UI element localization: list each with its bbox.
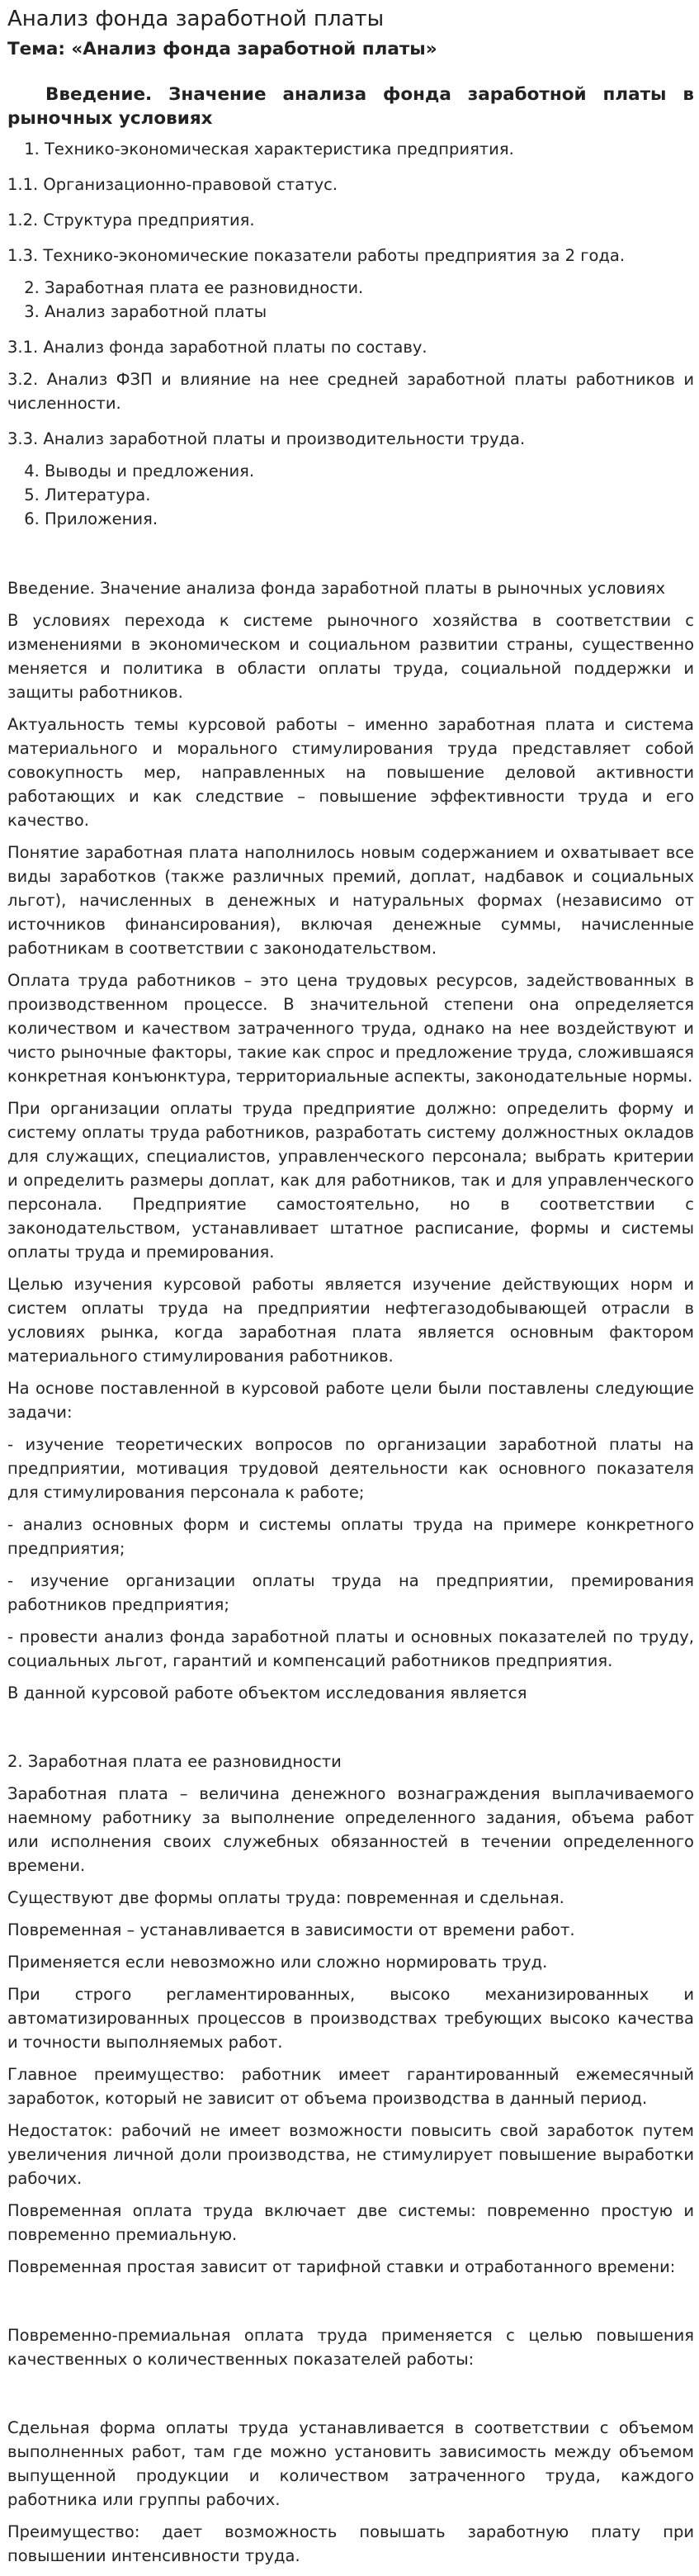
paragraph: Существуют две формы оплаты труда: повременная и сдельная. [7,1888,564,1907]
section-2-title: 2. Заработная плата ее разновидности [7,1752,342,1771]
toc-intro-heading: Введение. Значение анализа фонда заработной платы в рыночных условиях [7,84,694,129]
paragraph: Недостаток: рабочий не имеет возможности повысить свой заработок путем увеличения личной доли производства, не стимулирует повышение выработки рабочих. [7,2121,694,2188]
task-item: - изучение организации оплаты труда на предприятии, премирования работников предприятия; [7,1571,694,1614]
task-item: - анализ основных форм и системы оплаты труда на примере конкретного предприятия; [7,1515,694,1558]
toc-sub-1-3: 1.3. Технико-экономические показатели работы предприятия за 2 года. [7,246,626,265]
toc-item-5: 5. Литература. [45,483,694,507]
document-title: Анализ фонда заработной платы [7,7,385,31]
paragraph: В данной курсовой работе объектом исследования является [7,1683,527,1702]
intro-title: Введение. Значение анализа фонда заработной платы в рыночных условиях [7,579,666,598]
task-item: - провести анализ фонда заработной платы и основных показателей по труду, социальных льгот, гарантий и компенсаций работников предприятия. [7,1627,694,1670]
paragraph: При организации оплаты труда предприятие должно: определить форму и систему оплаты труда работников, разработать систему должностных окладов для служащих, специалистов, управленческого персонала; выбрать критерии и определить размеры доплат, как для работников, так и для управленческого персонала. Предприятие самостоятельно, но в соответствии с законодательством, устанавливает штатное расписание, формы и системы оплаты труда и премирования. [7,1099,694,1262]
toc-sub-3-2: 3.2. Анализ ФЗП и влияние на нее средней заработной платы работников и численности. [7,370,694,413]
toc-list-1 [7,137,694,161]
paragraph: Главное преимущество: работник имеет гарантированный ежемесячный заработок, который не зависит от объема производства в данный период. [7,2065,694,2108]
paragraph: Целью изучения курсовой работы является изучение действующих норм и систем оплаты труда на предприятии нефтегазодобывающей отрасли в условиях рынка, когда заработная плата является основным фактором материального стимулирования работников. [7,1275,694,1366]
paragraph: В условиях перехода к системе рыночного хозяйства в соответствии с изменениями в экономическом и социальном развитии страны, существенно меняется и политика в области оплаты труда, социальной поддержки и защиты работников. [7,611,694,702]
toc-item-4: 4. Выводы и предложения. [45,459,694,483]
toc-sub-3-1: 3.1. Анализ фонда заработной платы по составу. [7,338,427,357]
toc-list-2 [7,276,694,324]
paragraph: Повременная простая зависит от тарифной ставки и отработанного времени: [7,2257,676,2276]
paragraph: Заработная плата – величина денежного вознаграждения выплачиваемого наемному работнику за выполнение определенного задания, объема работ или исполнения своих служебных обязанностей в течении определенного времени. [7,1784,694,1875]
paragraph: При строго регламентированных, высоко механизированных и автоматизированных процессов в производствах требующих высоко качества и точности выполняемых работ. [7,1985,694,2052]
toc-item-1: 1. Технико-экономическая характеристика предприятия. [45,137,694,161]
document-page [7,3,694,2576]
theme-line: Тема: «Анализ фонда заработной платы» [7,39,437,59]
paragraph: Преимущество: дает возможность повышать заработную плату при повышении интенсивности труда. [7,2522,694,2565]
paragraph: Повременно-премиальная оплата труда применяется с целью повышения качественных о количественных показателей работы: [7,2326,694,2369]
task-item: - изучение теоретических вопросов по организации заработной платы на предприятии, мотивация трудовой деятельности как основного показателя для стимулирования персонала к работе; [7,1435,694,1502]
paragraph: Повременная – устанавливается в зависимости от времени работ. [7,1920,575,1939]
paragraph: На основе поставленной в курсовой работе цели были поставлены следующие задачи: [7,1379,694,1422]
toc-item-3: 3. Анализ заработной платы [45,300,694,324]
paragraph: Актуальность темы курсовой работы – именно заработная плата и система материального и морального стимулирования труда представляет собой совокупность мер, направленных на повышение деловой активности работающих и как следствие – повышение эффективности труда и его качество. [7,715,694,830]
toc-item-6: 6. Приложения. [45,507,694,531]
toc-sub-1-1: 1.1. Организационно-правовой статус. [7,175,338,194]
toc-item-2: 2. Заработная плата ее разновидности. [45,276,694,300]
paragraph: Оплата труда работников – это цена трудовых ресурсов, задействованных в производственном процессе. В значительной степени она определяется количеством и качеством затраченного труда, однако на нее воздействуют и чисто рыночные факторы, такие как спрос и предложение труда, сложившаяся конкретная конъюнктура, территориальные аспекты, законодательные нормы. [7,971,694,1086]
toc-sub-1-2: 1.2. Структура предприятия. [7,211,255,230]
paragraph: Повременная оплата труда включает две системы: повременно простую и повременно премиальную. [7,2201,694,2244]
paragraph: Сдельная форма оплаты труда устанавливается в соответствии с объемом выполненных работ, там где можно установить зависимость между объемом выпущенной продукции и количеством затраченного труда, каждого работника или группы рабочих. [7,2418,694,2509]
toc-sub-3-3: 3.3. Анализ заработной платы и производительности труда. [7,429,526,448]
paragraph: Понятие заработная плата наполнилось новым содержанием и охватывает все виды заработков (также различных премий, доплат, надбавок и социальных льгот), начисленных в денежных и натуральных формах (независимо от источников финансирования), включая денежные суммы, начисленные работникам в соответствии с законодательством. [7,843,694,958]
paragraph: Применяется если невозможно или сложно нормировать труд. [7,1953,548,1972]
toc-list-3 [7,459,694,531]
